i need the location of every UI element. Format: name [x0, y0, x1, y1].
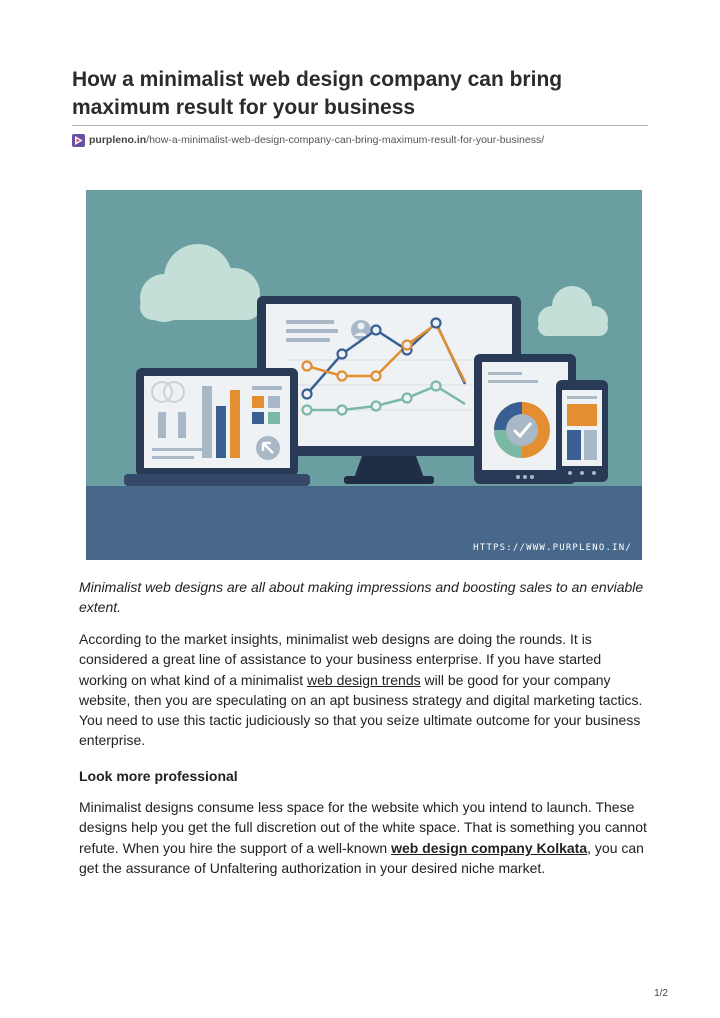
- source-line: [72, 133, 544, 147]
- page-number: 1/2: [654, 988, 668, 999]
- source-domain[interactable]: purpleno.in: [89, 134, 147, 146]
- web-design-trends-link[interactable]: web design trends: [307, 671, 421, 688]
- title-divider: [72, 125, 648, 126]
- article-title: How a minimalist web design company can bring maximum result for your business: [72, 68, 563, 119]
- source-path[interactable]: /how-a-minimalist-web-design-company-can-bring-maximum-result-for-your-business/: [146, 134, 545, 146]
- image-watermark: HTTPS://WWW.PURPLENO.IN/: [473, 543, 632, 553]
- laptop-icon: [124, 368, 310, 486]
- smartphone-icon: [556, 380, 608, 482]
- image-caption: Minimalist web designs are all about making impressions and boosting sales to an enviable extent.: [79, 579, 644, 615]
- paragraph-professional: Minimalist designs consume less space for the website which you intend to launch. These designs help you get the full discretion out of the white space. That is something you cannot refute. When you hire the support of a well-known web design company Kolkata, you can get the assurance of Unfaltering authorization in your desired niche market.: [79, 799, 647, 876]
- section-heading: Look more professional: [79, 768, 238, 784]
- web-design-company-kolkata-link[interactable]: web design company Kolkata: [391, 839, 588, 856]
- hero-illustration: [86, 190, 642, 560]
- purpleno-logo-icon: [72, 134, 85, 147]
- paragraph-intro: According to the market insights, minimalist web designs are doing the rounds. It is considered a great line of assistance to your business enterprise. If you have started working on what kind of a minimalist web design trends will be good for your company website, then you are speculating on an apt business strategy and digital marketing tactics. You need to use this tactic judiciously so that you seize ultimate outcome for your business enterprise.: [79, 631, 643, 749]
